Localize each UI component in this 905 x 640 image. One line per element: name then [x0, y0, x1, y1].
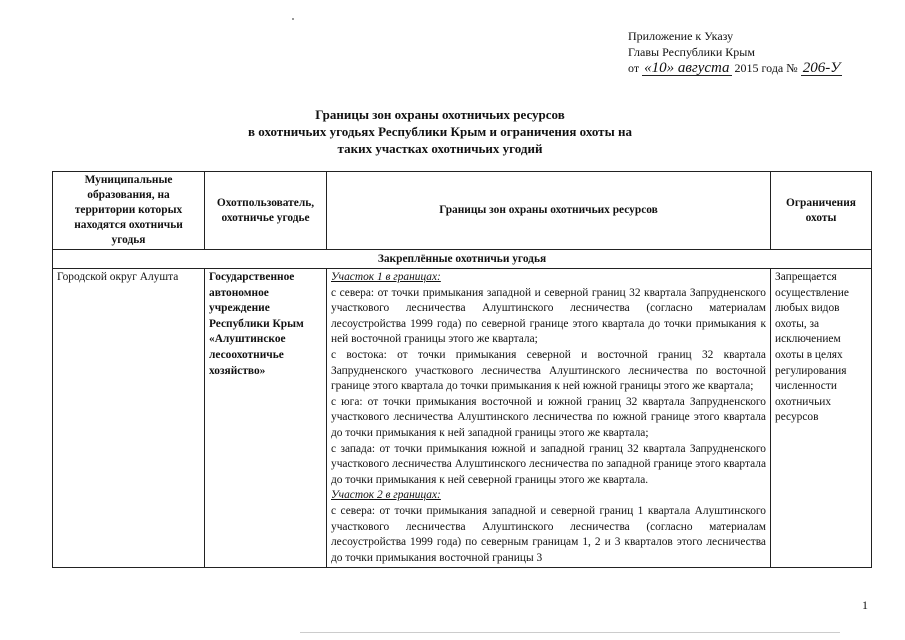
title-line-3: таких участках охотничьих угодий [337, 141, 543, 156]
plot-2-title: Участок 2 в границах: [331, 489, 441, 502]
annex-prefix: от [628, 61, 640, 75]
section-row [53, 250, 872, 269]
annex-line-1: Приложение к Указу [628, 29, 734, 43]
page-number: 1 [862, 598, 868, 612]
cell-municipality: Городской округ Алушта [53, 269, 205, 568]
plot-1-title: Участок 1 в границах: [331, 271, 441, 283]
plot-1-east: с востока: от точки примыкания северной и восточной границ 32 квартала Запрудненского участкового лесничества Алуштинского лесничества по восточной границе этого квартала до точки примыкания к ней южной границы этого же квартала; [331, 348, 766, 393]
header-borders: Границы зон охраны охотничьих ресурсов [327, 172, 771, 250]
header-user: Охотпользователь, охотничье угодье [205, 172, 327, 250]
plot-1-west: с запада: от точки примыкания южной и западной границ 32 квартала Запрудненского участкового лесничества Алуштинского лесничества по западной границе этого квартала до точки примыкания к ней северной границы этого же квартала. [331, 442, 766, 486]
annex-header [628, 28, 842, 76]
cell-user: Государственное автономное учреждение Республики Крым «Алуштинское лесоохотничье хозяйство» [205, 269, 327, 568]
handwritten-number: 206-У [802, 60, 841, 76]
hunting-zones-table [52, 171, 872, 568]
annex-line-3 [628, 60, 842, 76]
annex-line-2: Главы Республики Крым [628, 45, 755, 59]
scan-speck [292, 18, 294, 20]
table-header-row [53, 172, 872, 250]
scan-line [300, 632, 840, 633]
plot-1-south: с юга: от точки примыкания восточной и южной границ 32 квартала Запрудненского участкового лесничества Алуштинского лесничества по южной границе этого квартала до точки примыкания к ней западной границы этого же квартала; [331, 395, 766, 439]
plot-1-north: с севера: от точки примыкания западной и северной границ 32 квартала Запрудненского участкового лесничества Алуштинского лесничества (согласно материалам лесоустройства 1999 года) по северной границе этого квартала до точки примыкания к ней восточной границы этого же квартала; [331, 286, 766, 346]
title-line-2: в охотничьих угодьях Республики Крым и ограничения охоты на [248, 124, 632, 139]
header-restrictions: Ограничения охоты [771, 172, 872, 250]
header-municipality: Муниципальные образования, на территории которых находятся охотничьи угодья [53, 172, 205, 250]
section-title: Закреплённые охотничьи угодья [53, 250, 872, 269]
annex-year: 2015 года № [734, 61, 798, 75]
handwritten-date: «10» августа [644, 60, 730, 76]
cell-restrictions: Запрещается осуществление любых видов охоты, за исключением охоты в целях регулирования численности охотничьих ресурсов [771, 269, 872, 568]
title-line-1: Границы зон охраны охотничьих ресурсов [315, 107, 565, 122]
cell-borders [327, 269, 771, 568]
plot-2-north: с севера: от точки примыкания западной и северной границ 1 квартала Алуштинского участкового лесничества Алуштинского лесничества (согласно материалам лесоустройства 1999 года) по северным границам 1, 2 и 3 кварталов этого лесничества до точки примыкания восточной границы 3 [331, 504, 766, 564]
document-title [150, 106, 730, 157]
table-row [53, 269, 872, 568]
